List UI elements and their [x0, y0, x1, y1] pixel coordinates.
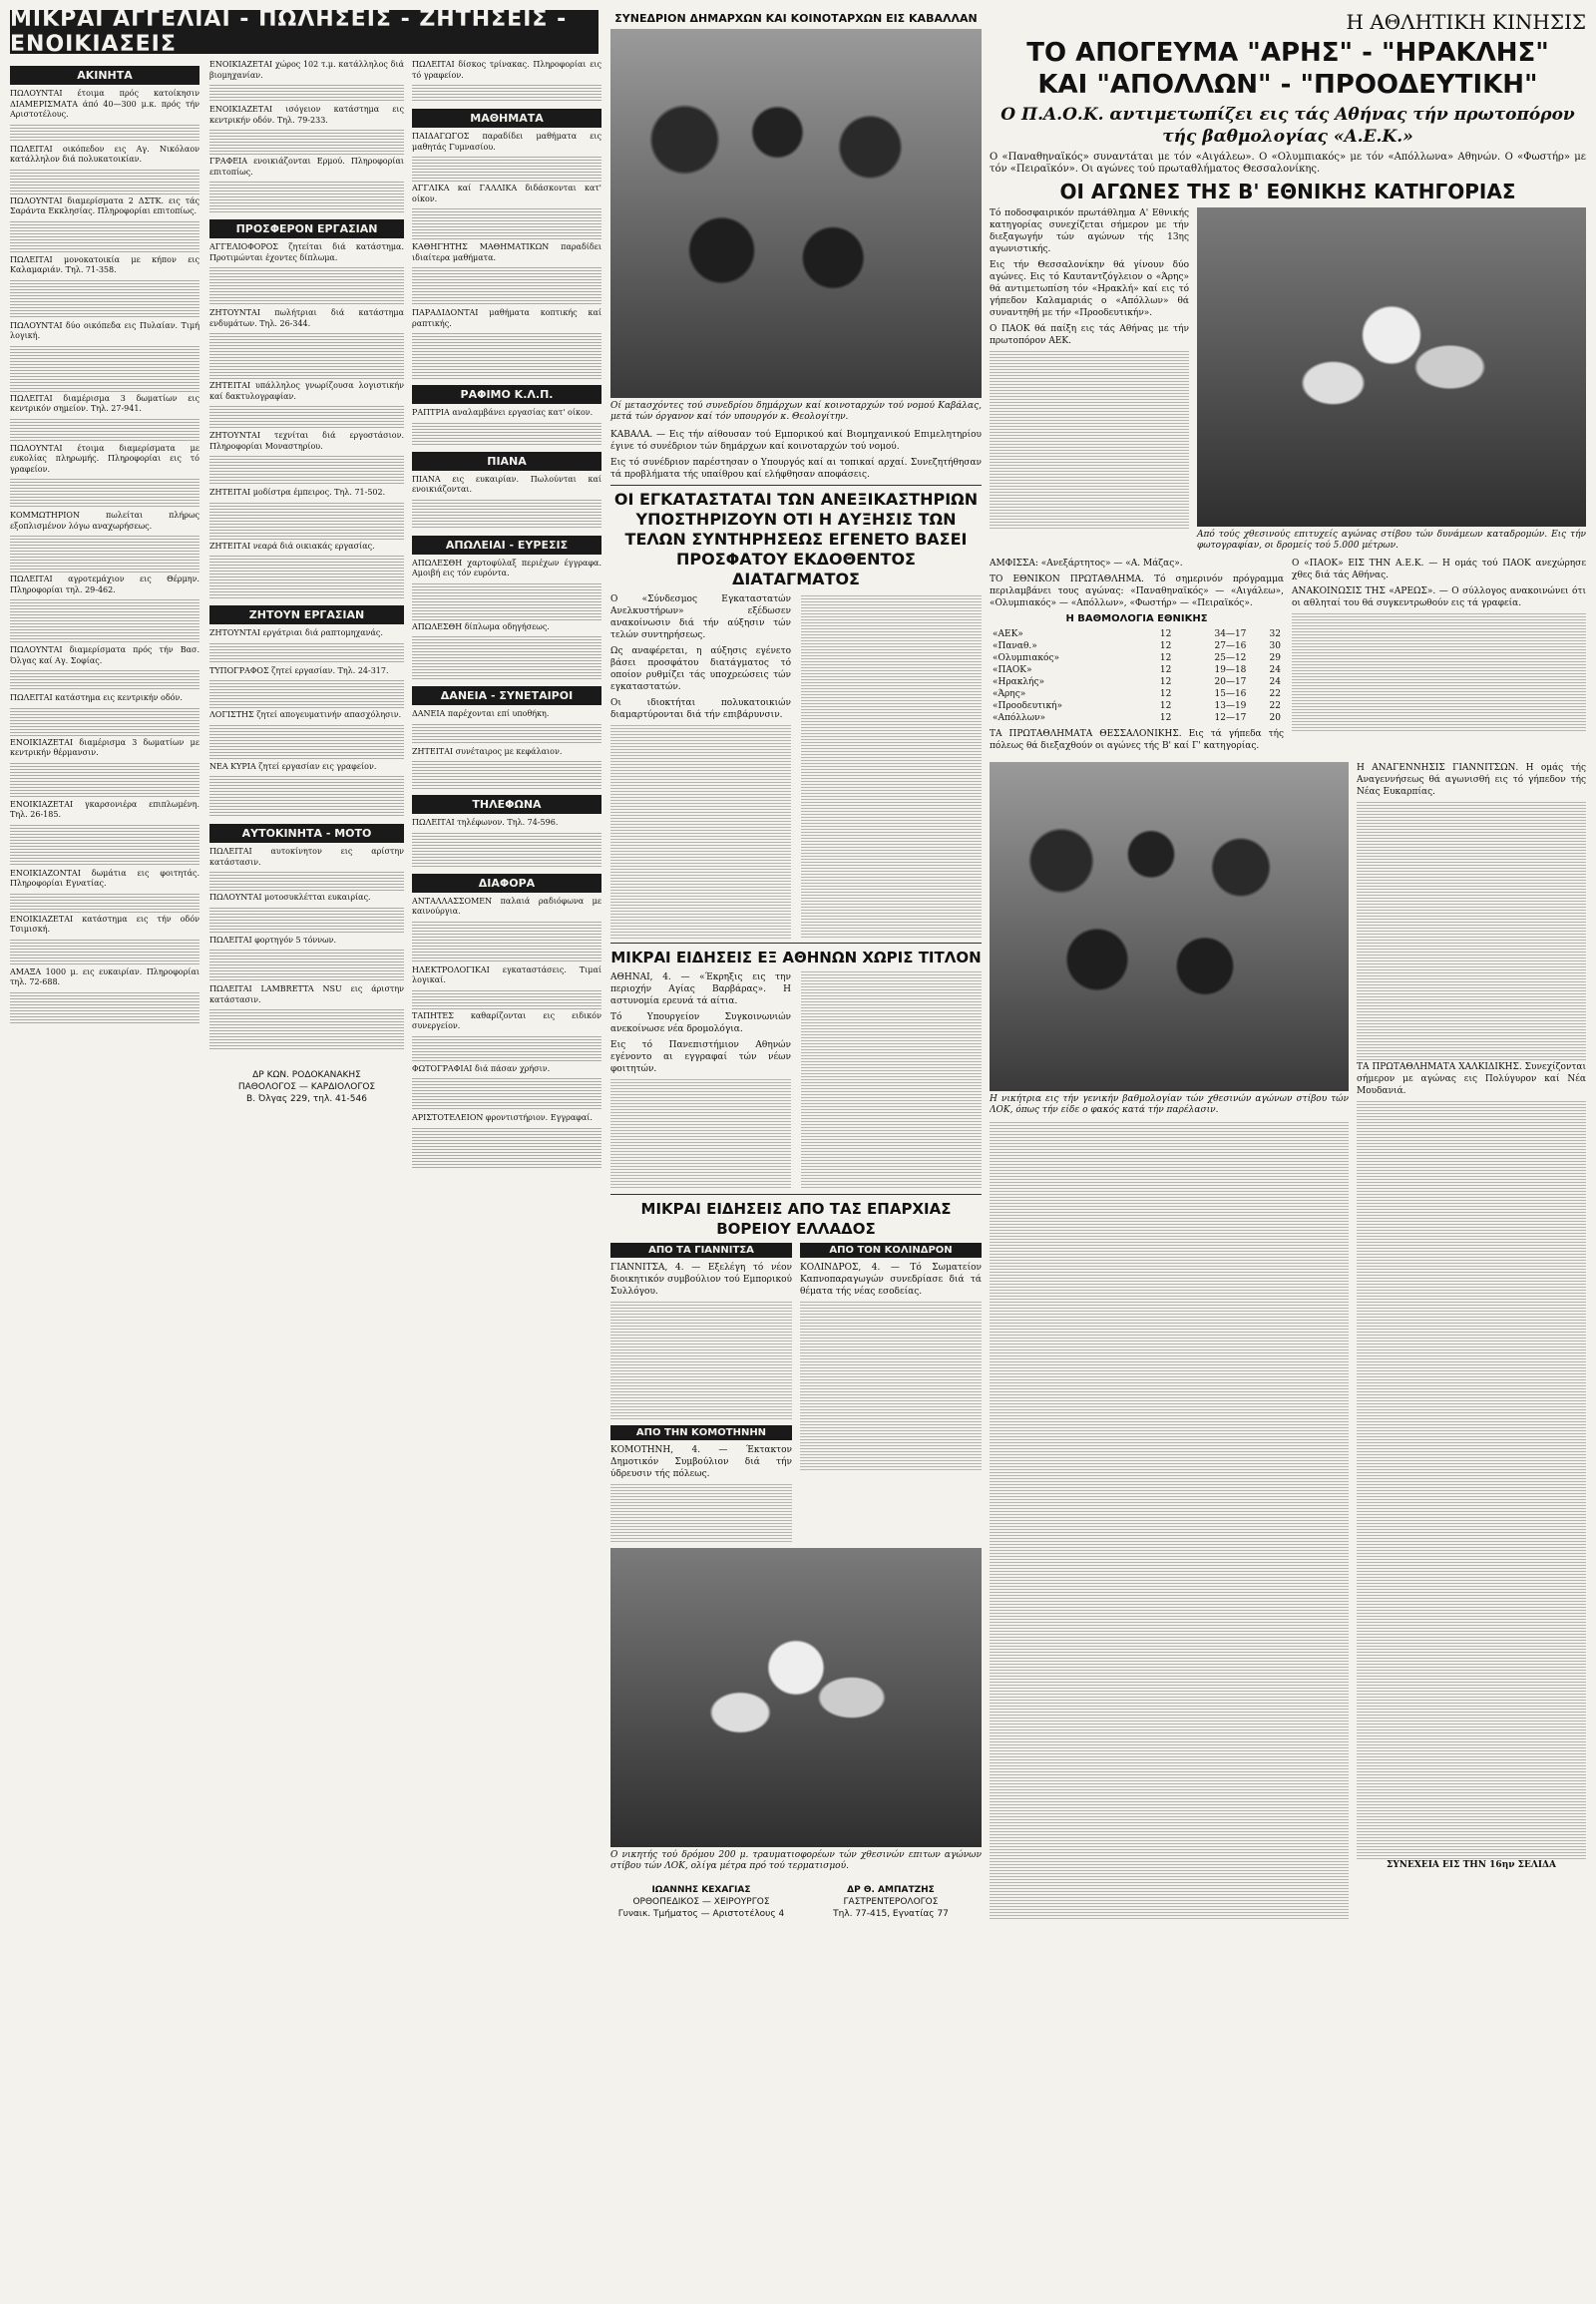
ads-list-2a: [209, 60, 404, 213]
continued-note: ΣΥΝΕΧΕΙΑ ΕΙΣ ΤΗΝ 16ην ΣΕΛΙΔΑ: [1387, 1860, 1556, 1870]
standings-cell-g: 12: [1159, 677, 1172, 687]
classified-ad: ΠΩΛΕΙΤΑΙ κατάστημα εις κεντρικήν οδόν.: [10, 693, 183, 702]
standings-cell-pts: 24: [1269, 677, 1281, 687]
ad-body-text: [412, 583, 601, 620]
doctor-ad-3-name: ΔΡ ΚΩΝ. ΡΟΔΟΚΑΝΑΚΗΣ: [252, 1070, 361, 1080]
sports-headline-2: ΚΑΙ "ΑΠΟΛΛΩΝ" - "ΠΡΟΟΔΕΥΤΙΚΗ": [1037, 70, 1538, 100]
standings-row: [990, 664, 1284, 676]
north-news-subhead-3: [610, 1425, 792, 1440]
sports-paragraph: Η ΑΝΑΓΕΝΝΗΣΙΣ ΓΙΑΝΝΙΤΣΩΝ. Η ομάς τής Αναγεννήσεως θά αγωνισθή εις τό γήπεδον τής Νέας Ευκαρπίας.: [1357, 763, 1586, 797]
ad-body-text: [10, 346, 200, 392]
sports-photo-2-caption: Η νικήτρια εις τήν γενικήν βαθμολογίαν τών χθεσινών αγώνων στίβου τών ΛΟΚ, όπως τήν είδε ο φακός κατά τήν παρέλασιν.: [990, 1094, 1349, 1115]
ad-body-text: [10, 599, 200, 643]
subhead-komotini: ΑΠΟ ΤΗΝ ΚΟΜΟΤΗΝΗΝ: [610, 1425, 792, 1440]
sports-text-a: [990, 207, 1189, 558]
sports-fill-d1: [1357, 802, 1586, 1061]
standings-cell-team: «Ηρακλής»: [993, 677, 1044, 687]
classified-ad: ΠΩΛΟΥΝΤΑΙ διαμερίσματα πρός τήν Βασ. Όλγας καί Αγ. Σοφίας.: [10, 645, 200, 665]
classified-ad: ΡΑΠΤΡΙΑ αναλαμβάνει εργασίας κατ' οίκον.: [412, 408, 594, 417]
classified-ad: ΚΑΘΗΓΗΤΗΣ ΜΑΘΗΜΑΤΙΚΩΝ παραδίδει ιδιαίτερα μαθήματα.: [412, 242, 601, 262]
standings-cell-g: 12: [1159, 665, 1172, 675]
classified-ad: ΠΩΛΟΥΝΤΑΙ μοτοσυκλέτται ευκαιρίας.: [209, 893, 371, 902]
classified-ad: ΖΗΤΟΥΝΤΑΙ πωλήτριαι διά κατάστημα ενδυμάτων. Τηλ. 26-344.: [209, 308, 404, 328]
section-header-phones: ΤΗΛΕΦΩΝΑ: [412, 795, 601, 814]
congress-paragraph: ΚΑΒΑΛΑ. — Εις τήν αίθουσαν τού Εμπορικού καί Βιομηχανικού Επιμελητηρίου έγινε τό συνέδριον τών δημάρχων καί κοινοταρχών τού νομού.: [610, 430, 982, 452]
ad-body-text: [10, 125, 200, 143]
ad-body-text: [209, 406, 404, 429]
classified-ad: ΠΙΑΝΑ εις ευκαιρίαν. Πωλούνται καί ενοικιάζονται.: [412, 474, 601, 494]
standings-cell-goals: 34—17: [1214, 629, 1247, 639]
standings-cell-team: «ΑΕΚ»: [993, 629, 1023, 639]
sports-lead: Ο «Παναθηναϊκός» συναντάται με τόν «Αιγάλεω». Ο «Ολυμπιακός» με τόν «Απόλλωνα» Αθηνών. Ο «Φωστήρ» με τόν «Πειραϊκόν». Οι αγώνες τού πρωταθλήματος Θεσσαλονίκης.: [990, 152, 1586, 175]
athens-paragraph: Εις τό Πανεπιστήμιον Αθηνών εγένοντο αι εγγραφαί τών νέων φοιτητών.: [610, 1040, 791, 1074]
ad-body-text: [412, 761, 601, 789]
classified-ad: ΔΑΝΕΙΑ παρέχονται επί υποθήκη.: [412, 709, 550, 718]
sports-fill-c1: [1292, 613, 1586, 733]
ad-body-text: [209, 908, 404, 934]
standings-row: [990, 700, 1284, 712]
ad-body-text: [209, 267, 404, 306]
sports-mid-row: [990, 558, 1586, 756]
ad-body-text: [209, 776, 404, 818]
standings-cell-goals: 19—18: [1214, 665, 1247, 675]
ad-body-text: [10, 992, 200, 1025]
classified-ad: ΠΩΛΕΙΤΑΙ τηλέφωνον. Τηλ. 74-596.: [412, 818, 559, 827]
ad-body-text: [209, 950, 404, 982]
ad-body-text: [412, 990, 601, 1009]
ads-list-3a: [412, 60, 601, 103]
classified-ad: ΠΩΛΟΥΝΤΑΙ έτοιμα διαμερίσματα με ευκολίας πληρωμής. Πληροφορίαι εις τό γραφείον.: [10, 443, 200, 474]
classified-ad: ΖΗΤΟΥΝΤΑΙ τεχνίται διά εργοστάσιον. Πληροφορίαι Μοναστηρίου.: [209, 431, 404, 451]
classified-ad: ΠΩΛΕΙΤΑΙ αυτοκίνητον εις αρίστην κατάστασιν.: [209, 847, 404, 867]
athens-news-title: ΜΙΚΡΑΙ ΕΙΔΗΣΕΙΣ ΕΞ ΑΘΗΝΩΝ ΧΩΡΙΣ ΤΙΤΛΟΝ: [610, 949, 982, 966]
classified-ad: ΠΩΛΕΙΤΑΙ δίσκος τρίνακας. Πληροφορίαι εις τό γραφείον.: [412, 60, 601, 80]
standings-cell-team: «Ολυμπιακός»: [993, 653, 1060, 663]
classified-ad: ΕΝΟΙΚΙΑΖΕΤΑΙ χώρος 102 τ.μ. κατάλληλος διά βιομηχανίαν.: [209, 60, 404, 80]
classified-ad: ΑΓΓΛΙΚΑ καί ΓΑΛΛΙΚΑ διδάσκονται κατ' οίκον.: [412, 184, 601, 203]
ad-body-text: [209, 85, 404, 103]
classified-ad: ΑΡΙΣΤΟΤΕΛΕΙΟΝ φροντιστήριον. Εγγραφαί.: [412, 1113, 593, 1122]
classified-ad: ΑΠΩΛΕΣΘΗ χαρτοφύλαξ περιέχων έγγραφα. Αμοιβή εις τόν ευρόντα.: [412, 558, 601, 577]
ad-body-text: [10, 670, 200, 691]
elevator-article-title: ΟΙ ΕΓΚΑΤΑΣΤΑΤΑΙ ΤΩΝ ΑΝΕΞΙΚΑΣΤΗΡΙΩΝ ΥΠΟΣΤΗΡΙΖΟΥΝ ΟΤΙ Η ΑΥΞΗΣΙΣ ΤΩΝ ΤΕΛΩΝ ΣΥΝΤΗΡΗΣΕΩΣ ΕΓΕΝΕΤΟ ΒΑΣΕΙ ΠΡΟΣΦΑΤΟΥ ΕΚΔΟΘΕΝΤΟΣ ΔΙΑΤΑΓΜΑΤΟΣ: [613, 490, 979, 588]
ad-body-text: [10, 894, 200, 913]
classifieds-column-3: [412, 60, 601, 2294]
classified-ad: ΗΛΕΚΤΡΟΛΟΓΙΚΑΙ εγκαταστάσεις. Τιμαί λογικαί.: [412, 964, 601, 984]
sports-fill-under-photo: [990, 1122, 1349, 1920]
athens-paragraph: ΑΘΗΝΑΙ, 4. — «Έκρηξις εις την περιοχήν Αγίας Βαρβάρας». Η αστυνομία ερευνά τά αίτια.: [610, 972, 791, 1006]
standings-cell-team: «ΠΑΟΚ»: [993, 665, 1032, 675]
standings-table: [990, 628, 1284, 724]
classified-ad: ΠΩΛΟΥΝΤΑΙ διαμερίσματα 2 ΔΣΤΚ. εις τάς Σαράντα Εκκλησίας. Πληροφορίαι επιτοπίως.: [10, 195, 200, 215]
classified-ad: ΠΩΛΟΥΝΤΑΙ δύο οικόπεδα εις Πυλαίαν. Τιμή λογική.: [10, 320, 200, 340]
ad-body-text: [209, 643, 404, 664]
ad-body-text: [209, 333, 404, 379]
classified-ad: ΚΟΜΜΩΤΗΡΙΟΝ πωλείται πλήρως εξοπλισμένον λόγω αναχωρήσεως.: [10, 511, 200, 531]
doctor-ads: [610, 1878, 982, 1920]
sports-photo-1-wrap: [1197, 207, 1586, 558]
standings-cell-team: «Παναθ.»: [993, 641, 1037, 651]
sports-text-b: [990, 558, 1284, 756]
classified-ad: ΠΑΡΑΔΙΔΟΝΤΑΙ μαθήματα κοπτικής καί ραπτικής.: [412, 308, 601, 328]
ad-body-text: [412, 157, 601, 182]
standings-cell-goals: 12—17: [1214, 713, 1247, 723]
ads-list-3e: [412, 559, 601, 681]
ads-list-2b: [209, 242, 404, 599]
ads-list-3d: [412, 475, 601, 530]
ads-list-3c: [412, 408, 601, 446]
section-header-pianos: ΠΙΑΝΑ: [412, 452, 601, 471]
subhead-kolindros: ΑΠΟ ΤΟΝ ΚΟΛΙΝΔΡΟΝ: [800, 1243, 982, 1258]
news-column: [610, 10, 982, 2294]
doctor-ad-1-address: Γυναικ. Τμήματος — Αριστοτέλους 4: [617, 1909, 785, 1919]
athens-news-text: [610, 971, 982, 1190]
sports-kicker: Η ΑΘΛΗΤΙΚΗ ΚΙΝΗΣΙΣ: [1346, 10, 1586, 34]
ad-body-text: [412, 636, 601, 680]
ad-body-text: [209, 680, 404, 708]
ad-body-text: [412, 1036, 601, 1062]
classified-ad: ΠΩΛΕΙΤΑΙ μονοκατοικία με κήπον εις Καλαμαριάν. Τηλ. 71-358.: [10, 254, 200, 274]
sports-fill-d2: [1357, 1101, 1586, 1859]
elevator-paragraph: Ο «Σύνδεσμος Εγκαταστατών Ανελκυστήρων» εξέδωσεν ανακοίνωσιν διά τήν αύξησιν τών τελών συντηρήσεως.: [610, 594, 791, 640]
north-news-body: [610, 1262, 982, 1544]
sports-headline-1: ΤΟ ΑΠΟΓΕΥΜΑ "ΑΡΗΣ" - "ΗΡΑΚΛΗΣ": [1026, 38, 1549, 68]
ad-body-text: [10, 221, 200, 253]
b-national-title: ΟΙ ΑΓΩΝΕΣ ΤΗΣ Β' ΕΘΝΙΚΗΣ ΚΑΤΗΓΟΡΙΑΣ: [1059, 180, 1516, 203]
standings-cell-goals: 13—19: [1214, 701, 1247, 711]
section-header-loans: ΔΑΝΕΙΑ - ΣΥΝΕΤΑΙΡΟΙ: [412, 686, 601, 705]
sports-subheadline: Ο Π.Α.Ο.Κ. αντιμετωπίζει εις τάς Αθήνας τήν πρωτοπόρον τής βαθμολογίας «Α.Ε.Κ.»: [1000, 105, 1575, 147]
doctor-ad-1: [610, 1878, 792, 1920]
sports-section: [990, 10, 1586, 2294]
doctor-ad-2-address: Τηλ. 77-415, Εγνατίας 77: [833, 1909, 949, 1919]
doctor-ad-2: [800, 1878, 982, 1920]
standings-cell-pts: 32: [1269, 629, 1281, 639]
north-news-right: [800, 1262, 982, 1544]
subhead-giannitsa: ΑΠΟ ΤΑ ΓΙΑΝΝΙΤΣΑ: [610, 1243, 792, 1258]
sports-paragraph: ΤΑ ΠΡΩΤΑΘΛΗΜΑΤΑ ΧΑΛΚΙΔΙΚΗΣ. Συνεχίζονται σήμερον με αγώνας εις Πολύγυρον καί Νέα Μουδανιά.: [1357, 1062, 1586, 1096]
standings-cell-g: 12: [1159, 689, 1172, 699]
standings-cell-g: 12: [1159, 629, 1172, 639]
ads-list-3f: [412, 709, 601, 789]
sports-photo-1: [1197, 207, 1586, 527]
classified-ad: ΖΗΤΕΙΤΑΙ συνέταιρος με κεφάλαιον.: [412, 746, 563, 756]
section-header-lost-found: ΑΠΩΛΕΙΑΙ - ΕΥΡΕΣΙΣ: [412, 536, 601, 555]
classified-ad: ΖΗΤΟΥΝΤΑΙ εργάτριαι διά ραπτομηχανάς.: [209, 628, 383, 637]
ad-body-text: [209, 556, 404, 599]
ad-body-text: [10, 479, 200, 509]
ad-body-text: [209, 872, 404, 891]
doctor-ad-3-address: Β. Όλγας 229, τηλ. 41-546: [246, 1094, 367, 1104]
sports-bottom-row: [990, 762, 1586, 1920]
ad-body-text: [209, 1009, 404, 1049]
ad-body-text: [10, 536, 200, 573]
classified-ad: ΠΩΛΟΥΝΤΑΙ έτοιμα πρός κατοίκησιν ΔΙΑΜΕΡΙΣΜΑΤΑ άπό 40—300 μ.κ. πρός τήν Αριστοτέλους.: [10, 89, 200, 119]
standings-cell-goals: 27—16: [1214, 641, 1247, 651]
ad-body-text: [10, 940, 200, 965]
section-header-job-offers: ΠΡΟΣΦΕΡΟΝ ΕΡΓΑΣΙΑΝ: [209, 219, 404, 238]
north-paragraph: ΚΟΛΙΝΔΡΟΣ, 4. — Τό Σωματείον Καπνοπαραγωγών συνεδρίασε διά τά θέματα τής νέας εσοδείας.: [800, 1263, 982, 1297]
ad-body-text: [10, 170, 200, 194]
sports-paragraph: Τό ποδοσφαιρικόν πρωτάθλημα Α' Εθνικής κατηγορίας συνεχίζεται σήμερον με τήν διεξαγωγήν τών αγώνων τής 13ης αγωνιστικής.: [990, 208, 1189, 254]
classified-ad: ΝΕΑ ΚΥΡΙΑ ζητεί εργασίαν εις γραφείον.: [209, 761, 377, 771]
classified-ad: ΤΑΠΗΤΕΣ καθαρίζονται εις ειδικόν συνεργείον.: [412, 1010, 601, 1030]
section-header-sewing: ΡΑΦΙΜΟ Κ.Λ.Π.: [412, 385, 601, 404]
ads-list-3h: [412, 897, 601, 1168]
classified-ad: ΠΩΛΕΙΤΑΙ αγροτεμάχιον εις Θέρμην. Πληροφορίαι τηλ. 29-462.: [10, 575, 200, 594]
section-header-job-seekers: ΖΗΤΟΥΝ ΕΡΓΑΣΙΑΝ: [209, 605, 404, 624]
standings-row: [990, 640, 1284, 652]
doctor-ad-3-role: ΠΑΘΟΛΟΓΟΣ — ΚΑΡΔΙΟΛΟΓΟΣ: [237, 1082, 376, 1092]
standings-cell-team: «Απόλλων»: [993, 713, 1046, 723]
sports-paragraph: ΑΜΦΙΣΣΑ: «Ανεξάρτητος» — «Α. Μάζας».: [990, 559, 1183, 569]
classified-ad: ΓΡΑΦΕΙΑ ενοικιάζονται Ερμού. Πληροφορίαι επιτοπίως.: [209, 157, 404, 177]
north-news-title: ΜΙΚΡΑΙ ΕΙΔΗΣΕΙΣ ΑΠΟ ΤΑΣ ΕΠΑΡΧΙΑΣ ΒΟΡΕΙΟΥ ΕΛΛΑΔΟΣ: [640, 1200, 952, 1238]
ad-body-text: [412, 267, 601, 306]
ad-body-text: [209, 503, 404, 540]
ad-body-text: [10, 419, 200, 442]
runner-caption: Ο νικητής τού δρόμου 200 μ. τραυματιοφορέων τών χθεσινών επιτων αγώνων στίβου τών ΛΟΚ, ολίγα μέτρα πρό τού τερματισμού.: [610, 1850, 982, 1871]
standings-row: [990, 676, 1284, 688]
standings-row: [990, 628, 1284, 640]
standings-cell-pts: 29: [1269, 653, 1281, 663]
section-header-cars: ΑΥΤΟΚΙΝΗΤΑ - ΜΟΤΟ: [209, 824, 404, 843]
classifieds-column-2: [209, 60, 404, 2294]
standings-cell-team: «Άρης»: [993, 689, 1026, 699]
north-news-left: [610, 1262, 792, 1544]
runner-photo: [610, 1548, 982, 1847]
ad-body-text: [412, 208, 601, 240]
standings-cell-g: 12: [1159, 641, 1172, 651]
ad-body-text: [412, 500, 601, 530]
congress-caption: Οί μετασχόντες τού συνεδρίου δημάρχων καί κοινοταρχών τού νομού Καβάλας, μετά τών όργανον καί τόν υπουργόν κ. Θεολογίτην.: [610, 401, 982, 422]
standings-cell-pts: 22: [1269, 689, 1281, 699]
sports-photo-1-caption: Από τούς χθεσινούς επιτυχείς αγώνας στίβου τών δυνάμεων καταδρομών. Εις τήν φωτογραφίαν, οι δρομείς τού 5.000 μέτρων.: [1197, 530, 1586, 551]
north-news-subheads: [610, 1243, 982, 1258]
ad-body-text: [209, 130, 404, 155]
standings-cell-team: «Προοδευτική»: [993, 701, 1063, 711]
ad-body-text: [10, 763, 200, 798]
classified-ad: ΛΟΓΙΣΤΗΣ ζητεί απογευματινήν απασχόλησιν.: [209, 710, 402, 719]
classifieds-banner: ΜΙΚΡΑΙ ΑΓΓΕΛΙΑΙ - ΠΩΛΗΣΕΙΣ - ΖΗΤΗΣΕΙΣ - ΕΝΟΙΚΙΑΣΕΙΣ: [10, 10, 598, 54]
classified-ad: ΕΝΟΙΚΙΑΖΕΤΑΙ γκαρσονιέρα επιπλωμένη. Τηλ. 26-185.: [10, 799, 200, 819]
classified-ad: ΑΓΓΕΛΙΟΦΟΡΟΣ ζητείται διά κατάστημα. Προτιμώνται έχοντες δίπλωμα.: [209, 242, 404, 262]
standings-row: [990, 652, 1284, 664]
standings-cell-pts: 22: [1269, 701, 1281, 711]
sports-top-row: [990, 207, 1586, 558]
standings-cell-pts: 24: [1269, 665, 1281, 675]
athens-paragraph: Τό Υπουργείον Συγκοινωνιών ανεκοίνωσε νέα δρομολόγια.: [610, 1012, 791, 1034]
ad-body-text: [10, 708, 200, 736]
standings-row: [990, 712, 1284, 724]
standings-cell-g: 12: [1159, 713, 1172, 723]
classified-ad: ΕΝΟΙΚΙΑΖΟΝΤΑΙ δωμάτια εις φοιτητάς. Πληροφορίαι Εγνατίας.: [10, 868, 200, 888]
ads-list-3g: [412, 818, 601, 868]
north-fill-right: [800, 1302, 982, 1471]
ad-body-text: [10, 280, 200, 319]
standings-cell-g: 12: [1159, 701, 1172, 711]
standings-cell-pts: 30: [1269, 641, 1281, 651]
ad-body-text: [209, 456, 404, 486]
classified-ad: ΖΗΤΕΙΤΑΙ νεαρά διά οικιακάς εργασίας.: [209, 541, 375, 551]
standings-cell-pts: 20: [1269, 713, 1281, 723]
sports-fill-a: [990, 351, 1189, 531]
ad-body-text: [412, 724, 601, 745]
standings-cell-goals: 15—16: [1214, 689, 1247, 699]
ad-body-text: [412, 1128, 601, 1168]
classified-ad: ΖΗΤΕΙΤΑΙ υπάλληλος γνωρίζουσα λογιστικήν καί δακτυλογραφίαν.: [209, 381, 404, 401]
section-header-lessons: ΜΑΘΗΜΑΤΑ: [412, 109, 601, 128]
classified-ad: ΠΩΛΕΙΤΑΙ οικόπεδον εις Αγ. Νικόλαον κατάλληλον διά πολυκατοικίαν.: [10, 144, 200, 164]
classified-ad: ΕΝΟΙΚΙΑΖΕΤΑΙ διαμέρισμα 3 δωματίων με κεντρικήν θέρμανσιν.: [10, 737, 200, 757]
sports-paragraph: Ο «ΠΑΟΚ» ΕΙΣ ΤΗΝ Α.Ε.Κ. — Η ομάς τού ΠΑΟΚ ανεχώρησε χθες διά τάς Αθήνας.: [1292, 559, 1586, 580]
sports-photo-2-wrap: [990, 762, 1349, 1920]
standings-cell-goals: 25—12: [1214, 653, 1247, 663]
classified-ad: ΠΑΙΔΑΓΩΓΟΣ παραδίδει μαθήματα εις μαθητάς Γυμνασίου.: [412, 132, 601, 152]
classified-ad: ΑΠΩΛΕΣΘΗ δίπλωμα οδηγήσεως.: [412, 621, 550, 631]
ad-body-text: [412, 423, 601, 446]
ads-list-2c: [209, 628, 404, 818]
standings-title: Η ΒΑΘΜΟΛΟΓΙΑ ΕΘΝΙΚΗΣ: [1065, 613, 1208, 624]
congress-text: [610, 429, 982, 481]
ads-list-2d: [209, 847, 404, 1049]
sports-photo-2: [990, 762, 1349, 1091]
section-header-real-estate: ΑΚΙΝΗΤΑ: [10, 66, 200, 85]
classified-ad: ΕΝΟΙΚΙΑΖΕΤΑΙ κατάστημα εις τήν οδόν Τσιμισκή.: [10, 914, 200, 934]
classified-ad: ΕΝΟΙΚΙΑΖΕΤΑΙ ισόγειον κατάστημα εις κεντρικήν οδόν. Τηλ. 79-233.: [209, 105, 404, 125]
classifieds-column-1: [10, 60, 200, 2294]
classified-ad: ΤΥΠΟΓΡΑΦΟΣ ζητεί εργασίαν. Τηλ. 24-317.: [209, 665, 389, 675]
ad-body-text: [412, 85, 601, 103]
sports-paragraph: Εις τήν Θεσσαλονίκην θά γίνουν δύο αγώνες. Εις τό Καυταντζόγλειον ο «Άρης» θά αντιμετωπίση τόν «Ηρακλή» καί εις τό γήπεδον Καλαμαριάς ο «Απόλλων» θά συναντηθή με τήν «Προοδευτικήν».: [990, 260, 1189, 318]
north-paragraph: ΚΟΜΟΤΗΝΗ, 4. — Έκτακτον Δημοτικόν Συμβούλιον διά τήν ύδρευσιν τής πόλεως.: [610, 1445, 792, 1479]
classified-ad: ΑΝΤΑΛΛΑΣΣΟΜΕΝ παλαιά ραδιόφωνα με καινούργια.: [412, 896, 601, 916]
congress-title: ΣΥΝΕΔΡΙΟΝ ΔΗΜΑΡΧΩΝ ΚΑΙ ΚΟΙΝΟΤΑΡΧΩΝ ΕΙΣ ΚΑΒΑΛΛΑΝ: [614, 12, 978, 25]
sports-paragraph: ΑΝΑΚΟΙΝΩΣΙΣ ΤΗΣ «ΑΡΕΩΣ». — Ο σύλλογος ανακοινώνει ότι οι αθληταί του θά συγκεντρωθούν εις τά γραφεία.: [1292, 586, 1586, 608]
sports-text-d: [1357, 762, 1586, 1920]
elevator-paragraph: Ως αναφέρεται, η αύξησις εγένετο βάσει προσφάτου διατάγματος τό οποίον ρυθμίζει τάς υποχρεώσεις τών εγκαταστατών.: [610, 646, 791, 692]
standings-cell-goals: 20—17: [1214, 677, 1247, 687]
doctor-ad-1-name: ΙΩΑΝΝΗΣ ΚΕΧΑΓΙΑΣ: [651, 1885, 751, 1895]
congress-photo: [610, 29, 982, 398]
doctor-ad-2-name: ΔΡ Θ. ΑΜΠΑΤΖΗΣ: [847, 1885, 935, 1895]
ad-body-text: [412, 922, 601, 963]
sports-paragraph: ΤΟ ΕΘΝΙΚΟΝ ΠΡΩΤΑΘΛΗΜΑ. Τό σημερινόν πρόγραμμα περιλαμβάνει τους αγώνας: «Παναθηναϊκός» — «Αιγάλεω», «Ολυμπιακός» — «Απόλλων», «Φωστήρ» — «Πειραϊκός».: [990, 575, 1284, 608]
ads-list-3b: [412, 132, 601, 379]
doctor-ad-2-role: ΓΑΣΤΡΕΝΤΕΡΟΛΟΓΟΣ: [843, 1897, 939, 1907]
ad-body-text: [209, 725, 404, 760]
doctor-ad-1-role: ΟΡΘΟΠΕΔΙΚΟΣ — ΧΕΙΡΟΥΡΓΟΣ: [632, 1897, 770, 1907]
congress-paragraph: Εις τό συνέδριον παρέστησαν ο Υπουργός καί αι τοπικαί αρχαί. Συνεζητήθησαν τά προβλήματα τής υπαίθρου καί ελήφθησαν αποφάσεις.: [610, 458, 982, 480]
north-paragraph: ΓΙΑΝΝΙΤΣΑ, 4. — Εξελέγη τό νέον διοικητικόν συμβούλιον τού Εμπορικού Συλλόγου.: [610, 1263, 792, 1297]
sports-text-c: [1292, 558, 1586, 756]
standings-row: [990, 688, 1284, 700]
ads-list-1: [10, 89, 200, 1025]
classified-ad: ΦΩΤΟΓΡΑΦΙΑΙ διά πάσαν χρήσιν.: [412, 1063, 551, 1073]
classified-ad: ΑΜΑΞΑ 1000 μ. εις ευκαιρίαν. Πληροφορίαι τηλ. 72-688.: [10, 966, 200, 986]
ad-body-text: [10, 825, 200, 867]
sports-paragraph: ΤΑ ΠΡΩΤΑΘΛΗΜΑΤΑ ΘΕΣΣΑΛΟΝΙΚΗΣ. Εις τά γήπεδα τής πόλεως θά διεξαχθούν οι αγώνες τής Β' καί Γ' κατηγορίας.: [990, 729, 1284, 751]
ad-body-text: [209, 182, 404, 213]
north-fill-left-2: [610, 1484, 792, 1544]
ad-body-text: [412, 333, 601, 379]
classified-ad: ΠΩΛΕΙΤΑΙ φορτηγόν 5 τόννων.: [209, 935, 337, 945]
section-header-misc: ΔΙΑΦΟΡΑ: [412, 874, 601, 893]
north-fill-left: [610, 1302, 792, 1421]
elevator-paragraph: Οι ιδιοκτήται πολυκατοικιών διαμαρτύρονται διά τήν επιβάρυνσιν.: [610, 698, 791, 720]
classified-ad: ΠΩΛΕΙΤΑΙ διαμέρισμα 3 δωματίων εις κεντρικόν σημείον. Τηλ. 27-941.: [10, 393, 200, 413]
classified-ad: ΠΩΛΕΙΤΑΙ LAMBRETTA NSU εις άριστην κατάστασιν.: [209, 984, 404, 1004]
ad-body-text: [412, 833, 601, 868]
ad-body-text: [412, 1078, 601, 1111]
sports-paragraph: Ο ΠΑΟΚ θά παίξη εις τάς Αθήνας με τήν πρωτοπόρον ΑΕΚ.: [990, 324, 1189, 346]
elevator-article-text: [610, 593, 982, 939]
standings-cell-g: 12: [1159, 653, 1172, 663]
classified-ad: ΖΗΤΕΙΤΑΙ μοδίστρα έμπειρος. Τηλ. 71-502.: [209, 488, 386, 497]
